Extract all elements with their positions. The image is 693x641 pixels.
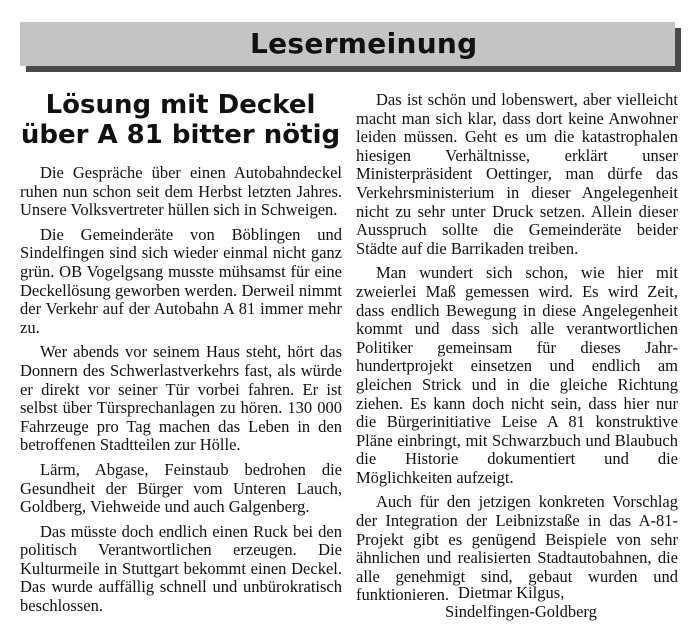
- paragraph: Man wundert sich schon, wie hier mit zweierlei Maß gemessen wird. Es wird Zeit, dass endlich Bewegung in diese Angelegenheit kommt und dass sich alle verantwortlichen Politiker gemeinsam für dieses Jahrhundertprojekt einsetzen und endlich am gleichen Strick und in die gleiche Richtung ziehen. Es kann doch nicht sein, dass hier nur die Bürgerinitiative Leise A 81 konstruktive Pläne einbringt, mit Schwarzbuch und Blaubuch die Historie dokumentiert und die Möglichkeiten aufzeigt.: [356, 263, 678, 487]
- paragraph: Die Gemeinderäte von Böblingen und Sindelfingen sind sich wieder einmal nicht ganz grün. OB Vogelgsang musste mühsamst für eine Deckellösung geworben werden. Derweil nimmt der Verkehr auf der Autobahn A 81 immer mehr zu.: [20, 224, 342, 337]
- article-column-right: [356, 91, 678, 611]
- article-column-left: [20, 164, 342, 622]
- paragraph: Die Gespräche über einen Autobahndeckel ruhen nun schon seit dem Herbst letzten Jahres. Unsere Volksvertreter hüllen sich in Schweigen.: [20, 163, 342, 220]
- article-headline: [18, 90, 343, 150]
- headline-line-1: Lösung mit Deckel: [45, 90, 316, 120]
- section-title: Lesermeinung: [250, 27, 478, 60]
- author-signature: [445, 584, 597, 621]
- author-name: Dietmar Kilgus,: [458, 583, 565, 602]
- headline-line-2: über A 81 bitter nötig: [20, 120, 341, 150]
- paragraph: Lärm, Abgase, Feinstaub bedrohen die Gesundheit der Bürger vom Unteren Lauch, Goldberg, Viehweide und auch Galgenberg.: [20, 459, 342, 517]
- paragraph: Das ist schön und lobenswert, aber vielleicht macht man sich klar, dass dort keine Anwohner leiden müssen. Geht es um die katastrophalen hiesigen Verhältnisse, erklärt unser Ministerpräsident Oettinger, man dürfe das Verkehrsministerium in dieser Angelegenheit nicht zu sehr unter Druck setzen. Allein dieser Ausspruch sollte die Gemeinderäte beider Städte auf die Barrikaden treiben.: [356, 90, 678, 258]
- paragraph: Wer abends vor seinem Haus steht, hört das Donnern des Schwerlastverkehrs fast, als würde er direkt vor seiner Tür vorbei fahren. Er ist selbst über Türsprechanlagen zu hören. 130 000 Fahrzeuge pro Tag machen das Leben in den betroffenen Stadtteilen zur Hölle.: [20, 342, 342, 455]
- paragraph: Das müsste doch endlich einen Ruck bei den politisch Verantwortlichen erzeugen. Die Kulturmeile in Stuttgart bekommt einen Deckel. Das wurde auffällig schnell und unbürokratisch beschlossen.: [20, 521, 342, 616]
- author-location: Sindelfingen-Goldberg: [445, 601, 597, 621]
- paragraph: Auch für den jetzigen konkreten Vorschlag der Integration der Leibnizstaße in das A-81-Projekt gibt es genügend Beispiele von sehr ähnlichen und realisierten Stadtautobahnen, die alle genehmigt sind, gebaut wurden und funktionieren.: [356, 492, 678, 605]
